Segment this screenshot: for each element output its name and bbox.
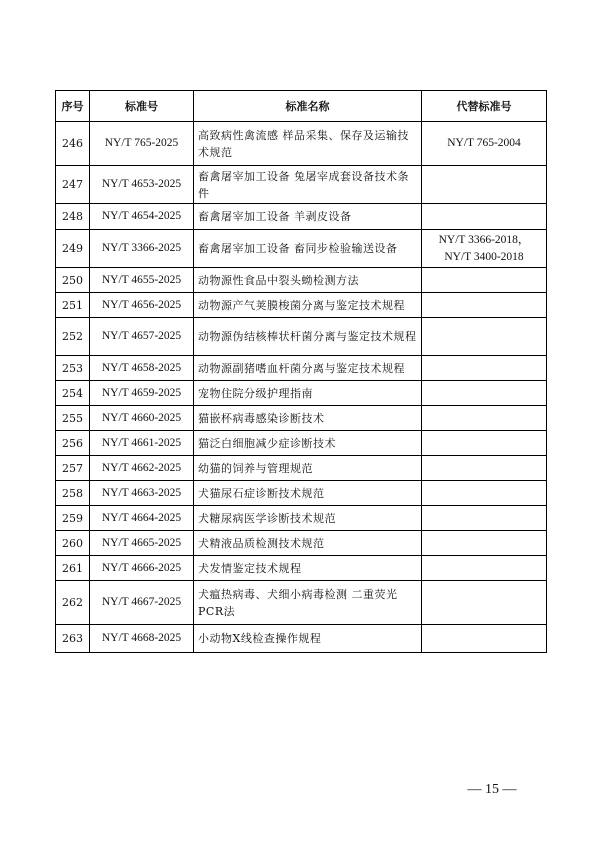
cell-replaces: NY/T 3366-2018，NY/T 3400-2018 (422, 230, 547, 268)
table-row (56, 431, 547, 456)
cell-name: 畜禽屠宰加工设备 畜同步检验输送设备 (194, 230, 422, 268)
cell-replaces (422, 431, 547, 456)
header-code: 标准号 (90, 91, 194, 122)
table-row (56, 318, 547, 356)
table-row (56, 204, 547, 230)
cell-name: 畜禽屠宰加工设备 羊剥皮设备 (194, 204, 422, 230)
table-row (56, 122, 547, 166)
cell-name: 高致病性禽流感 样品采集、保存及运输技术规范 (194, 122, 422, 166)
cell-code: NY/T 4667-2025 (90, 581, 194, 625)
cell-seq: 262 (56, 581, 90, 625)
cell-seq: 259 (56, 506, 90, 531)
cell-name: 宠物住院分级护理指南 (194, 381, 422, 406)
table-row (56, 556, 547, 581)
table-row (56, 166, 547, 204)
cell-replaces (422, 556, 547, 581)
cell-name: 动物源伪结核棒状杆菌分离与鉴定技术规程 (194, 318, 422, 356)
cell-name: 猫泛白细胞减少症诊断技术 (194, 431, 422, 456)
table-row (56, 293, 547, 318)
table-row (56, 381, 547, 406)
cell-seq: 256 (56, 431, 90, 456)
table-row (56, 356, 547, 381)
cell-name: 动物源产气荚膜梭菌分离与鉴定技术规程 (194, 293, 422, 318)
cell-replaces (422, 506, 547, 531)
cell-code: NY/T 4655-2025 (90, 268, 194, 293)
cell-seq: 255 (56, 406, 90, 431)
cell-replaces (422, 481, 547, 506)
cell-seq: 252 (56, 318, 90, 356)
cell-replaces (422, 625, 547, 653)
cell-replaces (422, 531, 547, 556)
cell-code: NY/T 4665-2025 (90, 531, 194, 556)
cell-code: NY/T 4659-2025 (90, 381, 194, 406)
table-row (56, 406, 547, 431)
cell-name: 幼猫的饲养与管理规范 (194, 456, 422, 481)
cell-seq: 251 (56, 293, 90, 318)
table-row (56, 456, 547, 481)
cell-seq: 253 (56, 356, 90, 381)
cell-code: NY/T 4666-2025 (90, 556, 194, 581)
cell-name: 动物源副猪嗜血杆菌分离与鉴定技术规程 (194, 356, 422, 381)
cell-seq: 260 (56, 531, 90, 556)
cell-seq: 254 (56, 381, 90, 406)
header-replaces: 代替标准号 (422, 91, 547, 122)
table-row (56, 230, 547, 268)
cell-name: 猫嵌杯病毒感染诊断技术 (194, 406, 422, 431)
cell-code: NY/T 4664-2025 (90, 506, 194, 531)
cell-replaces (422, 204, 547, 230)
cell-name: 畜禽屠宰加工设备 兔屠宰成套设备技术条件 (194, 166, 422, 204)
table-row (56, 506, 547, 531)
cell-seq: 258 (56, 481, 90, 506)
cell-code: NY/T 4660-2025 (90, 406, 194, 431)
table-row (56, 625, 547, 653)
cell-name: 小动物X线检查操作规程 (194, 625, 422, 653)
cell-seq: 261 (56, 556, 90, 581)
cell-code: NY/T 4653-2025 (90, 166, 194, 204)
table-header-row (56, 91, 547, 122)
cell-name: 犬糖尿病医学诊断技术规范 (194, 506, 422, 531)
standards-table (55, 90, 547, 653)
cell-code: NY/T 4658-2025 (90, 356, 194, 381)
cell-seq: 263 (56, 625, 90, 653)
cell-name: 犬猫尿石症诊断技术规范 (194, 481, 422, 506)
cell-replaces (422, 293, 547, 318)
cell-code: NY/T 4656-2025 (90, 293, 194, 318)
cell-seq: 248 (56, 204, 90, 230)
table-row (56, 581, 547, 625)
cell-replaces (422, 406, 547, 431)
cell-replaces: NY/T 765-2004 (422, 122, 547, 166)
cell-name: 犬瘟热病毒、犬细小病毒检测 二重荧光PCR法 (194, 581, 422, 625)
cell-seq: 250 (56, 268, 90, 293)
cell-replaces (422, 318, 547, 356)
cell-code: NY/T 4663-2025 (90, 481, 194, 506)
cell-seq: 246 (56, 122, 90, 166)
cell-code: NY/T 4654-2025 (90, 204, 194, 230)
cell-seq: 249 (56, 230, 90, 268)
table-row (56, 268, 547, 293)
cell-replaces (422, 456, 547, 481)
cell-name: 动物源性食品中裂头蚴检测方法 (194, 268, 422, 293)
cell-code: NY/T 3366-2025 (90, 230, 194, 268)
cell-replaces (422, 356, 547, 381)
cell-replaces (422, 581, 547, 625)
page-number: — 15 — (467, 782, 517, 797)
header-name: 标准名称 (194, 91, 422, 122)
cell-name: 犬精液品质检测技术规范 (194, 531, 422, 556)
cell-code: NY/T 4657-2025 (90, 318, 194, 356)
cell-replaces (422, 268, 547, 293)
cell-code: NY/T 4661-2025 (90, 431, 194, 456)
header-seq: 序号 (56, 91, 90, 122)
table-row (56, 481, 547, 506)
table-row (56, 531, 547, 556)
cell-seq: 257 (56, 456, 90, 481)
cell-seq: 247 (56, 166, 90, 204)
cell-replaces (422, 381, 547, 406)
cell-name: 犬发情鉴定技术规程 (194, 556, 422, 581)
cell-replaces (422, 166, 547, 204)
cell-code: NY/T 4662-2025 (90, 456, 194, 481)
cell-code: NY/T 4668-2025 (90, 625, 194, 653)
cell-code: NY/T 765-2025 (90, 122, 194, 166)
